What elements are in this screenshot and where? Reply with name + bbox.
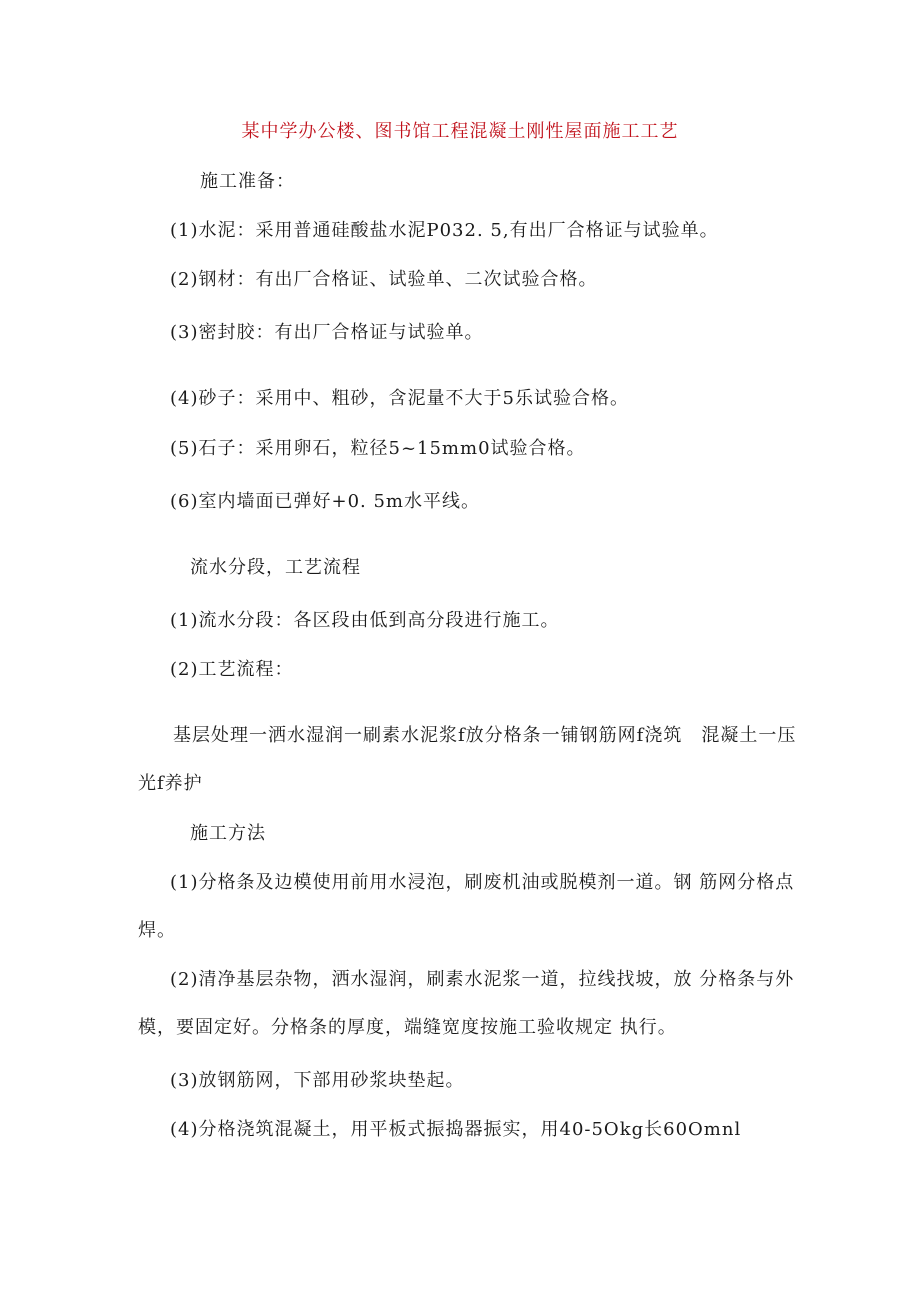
- section-heading-method: 施工方法: [190, 823, 266, 844]
- list-item: (6)室内墙面已弹好+0. 5m水平线。: [170, 491, 480, 512]
- flow-text-line: 基层处理一洒水湿润一刷素水泥浆f放分格条一铺钢筋网f浇筑 混凝土一压: [173, 725, 797, 746]
- list-item: (1)流水分段：各区段由低到高分段进行施工。: [170, 610, 560, 631]
- list-item: (2)工艺流程：: [170, 659, 294, 680]
- paragraph-line: 焊。: [138, 920, 176, 941]
- section-heading-preparation: 施工准备：: [200, 171, 295, 192]
- flow-text-line: 光f养护: [138, 773, 203, 794]
- list-item: (3)密封胶：有出厂合格证与试验单。: [170, 322, 484, 343]
- paragraph-line: (4)分格浇筑混凝土，用平板式振捣器振实，用40-5Okg长60Omnl: [170, 1119, 742, 1140]
- paragraph-line: (3)放钢筋网，下部用砂浆块垫起。: [170, 1070, 465, 1091]
- list-item: (1)水泥：采用普通硅酸盐水泥P032. 5,有出厂合格证与试验单。: [170, 220, 719, 241]
- section-heading-flow: 流水分段，工艺流程: [190, 557, 361, 578]
- paragraph-line: (2)清净基层杂物，洒水湿润，刷素水泥浆一道，拉线找坡，放 分格条与外: [170, 969, 795, 990]
- paragraph-line: (1)分格条及边模使用前用水浸泡，刷废机油或脱模剂一道。钢 筋网分格点: [170, 872, 795, 893]
- list-item: (2)钢材：有出厂合格证、试验单、二次试验合格。: [170, 269, 598, 290]
- paragraph-line: 模，要固定好。分格条的厚度，端缝宽度按施工验收规定 执行。: [138, 1017, 677, 1038]
- list-item: (5)石子：采用卵石，粒径5~15mm0试验合格。: [170, 438, 586, 459]
- document-title: 某中学办公楼、图书馆工程混凝土刚性屋面施工工艺: [241, 121, 679, 142]
- list-item: (4)砂子：采用中、粗砂，含泥量不大于5乐试验合格。: [170, 388, 629, 409]
